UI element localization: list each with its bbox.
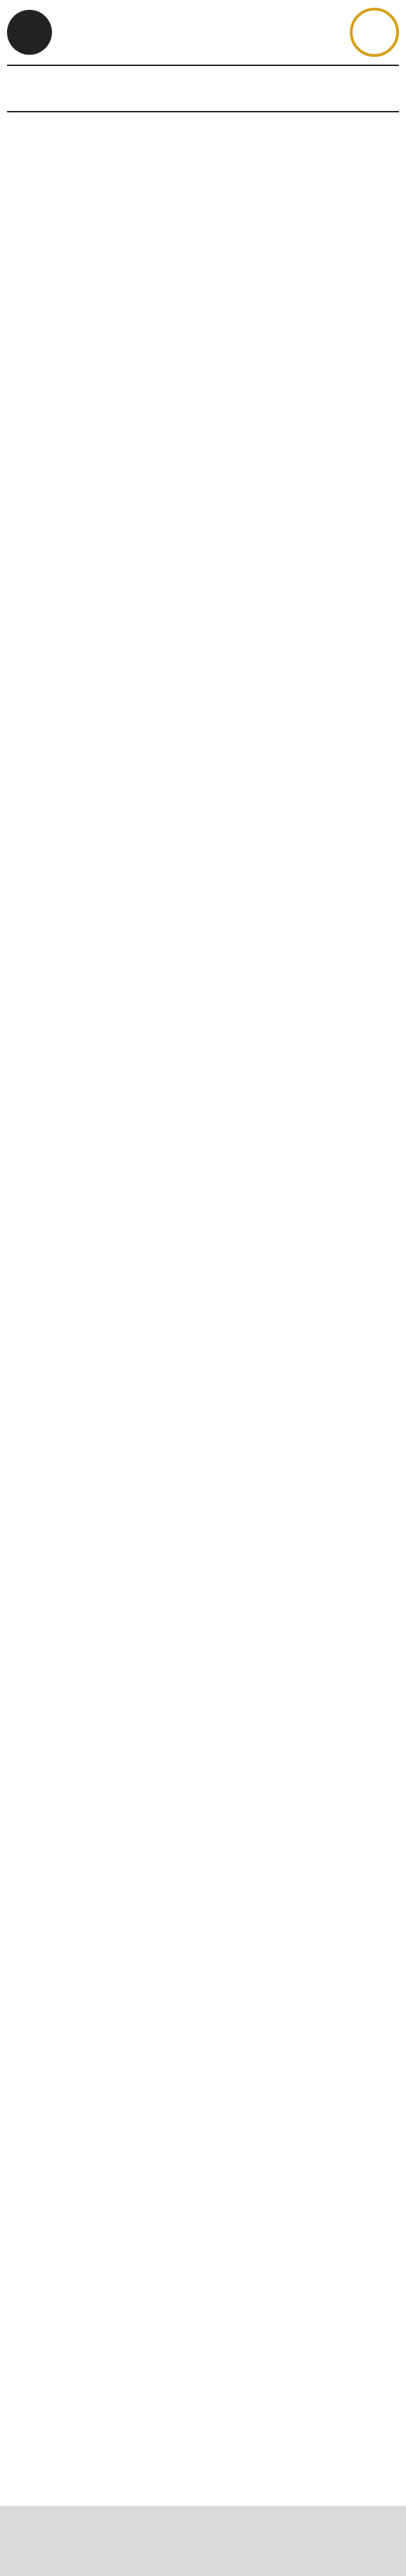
anniversary-logo [350,8,399,57]
article-body [7,112,399,2506]
headline [7,66,399,112]
masthead [7,0,399,66]
emblem-logo [7,10,52,55]
page-footer [0,2506,406,2576]
